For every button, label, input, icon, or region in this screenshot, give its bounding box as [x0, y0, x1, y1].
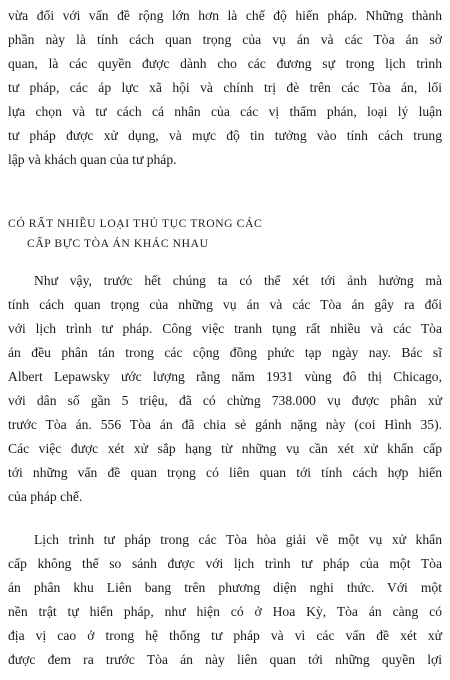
- text-line: Albert Lepawsky ước lượng rằng năm 1931 vùng đô thị Chicago,: [8, 369, 442, 384]
- text-line: nền trật tự hiến pháp, như hiện có ở Hoa Kỳ, Tòa án càng có: [8, 604, 442, 619]
- text-line: tư pháp, các áp lực xã hội và chính trị đè trên các Tòa án, lối: [8, 80, 442, 95]
- text-line: án phân khu Liên bang trên phương diện nghi thức. Với một: [8, 580, 442, 595]
- text-line: Như vậy, trước hết chúng ta có thể xét tới ảnh hưởng mà: [34, 273, 442, 288]
- text-line: lựa chọn và tư cách cá nhân của các vị thẩm phán, loại lý luận: [8, 104, 442, 119]
- text-line: tính cách quan trọng của những vụ án và các Tòa án gây ra đối: [8, 297, 442, 312]
- section-heading-line: CÓ RẤT NHIỀU LOẠI THỦ TỤC TRONG CÁC: [8, 217, 263, 230]
- text-line: cấp không thể so sánh được với lịch trình tư pháp của một Tòa: [8, 556, 442, 571]
- text-line: phần này là tính cách quan trọng của vụ án và các Tòa án sở: [8, 32, 442, 47]
- text-line: Các việc được xét xử sắp hạng từ những vụ cần xét xử khẩn cấp: [8, 441, 442, 456]
- text-line: quan, là các quyền được dành cho các đương sự trong lịch trình: [8, 56, 442, 71]
- text-line: được đem ra trước Tòa án này liên quan tới những quyền lợi: [8, 652, 442, 667]
- text-line: vừa đối với vấn đề rộng lớn hơn là chế độ hiến pháp. Những thành: [8, 8, 442, 23]
- text-line: với lịch trình tư pháp. Công việc tranh tụng rất nhiều và các Tòa: [8, 321, 442, 336]
- text-line: Lịch trình tư pháp trong các Tòa hòa giải về một vụ xử khẩn: [34, 532, 442, 547]
- text-line: của pháp chế.: [8, 489, 83, 504]
- section-heading-line: CẤP BỰC TÒA ÁN KHÁC NHAU: [27, 237, 209, 250]
- text-line: tư pháp được xử dụng, và mực độ tin tưởng vào tính cách trung: [8, 128, 442, 143]
- text-line: án đều phân tán trong các cộng đồng phức tạp ngày nay. Bác sĩ: [8, 345, 442, 360]
- text-line: với dân số gần 5 triệu, đã có chừng 738.000 vụ được phân xử: [8, 393, 442, 408]
- text-line: trước Tòa án. 556 Tòa án đã chia sẻ gánh nặng này (coi Hình 35).: [8, 417, 442, 432]
- text-line: tới những vấn đề quan trọng có liên quan tới tính cách hợp hiến: [8, 465, 442, 480]
- text-line: địa vị cao ở trong hệ thống tư pháp và vì các vấn đề xét xử: [8, 628, 442, 643]
- text-line: lập và khách quan của tư pháp.: [8, 152, 177, 167]
